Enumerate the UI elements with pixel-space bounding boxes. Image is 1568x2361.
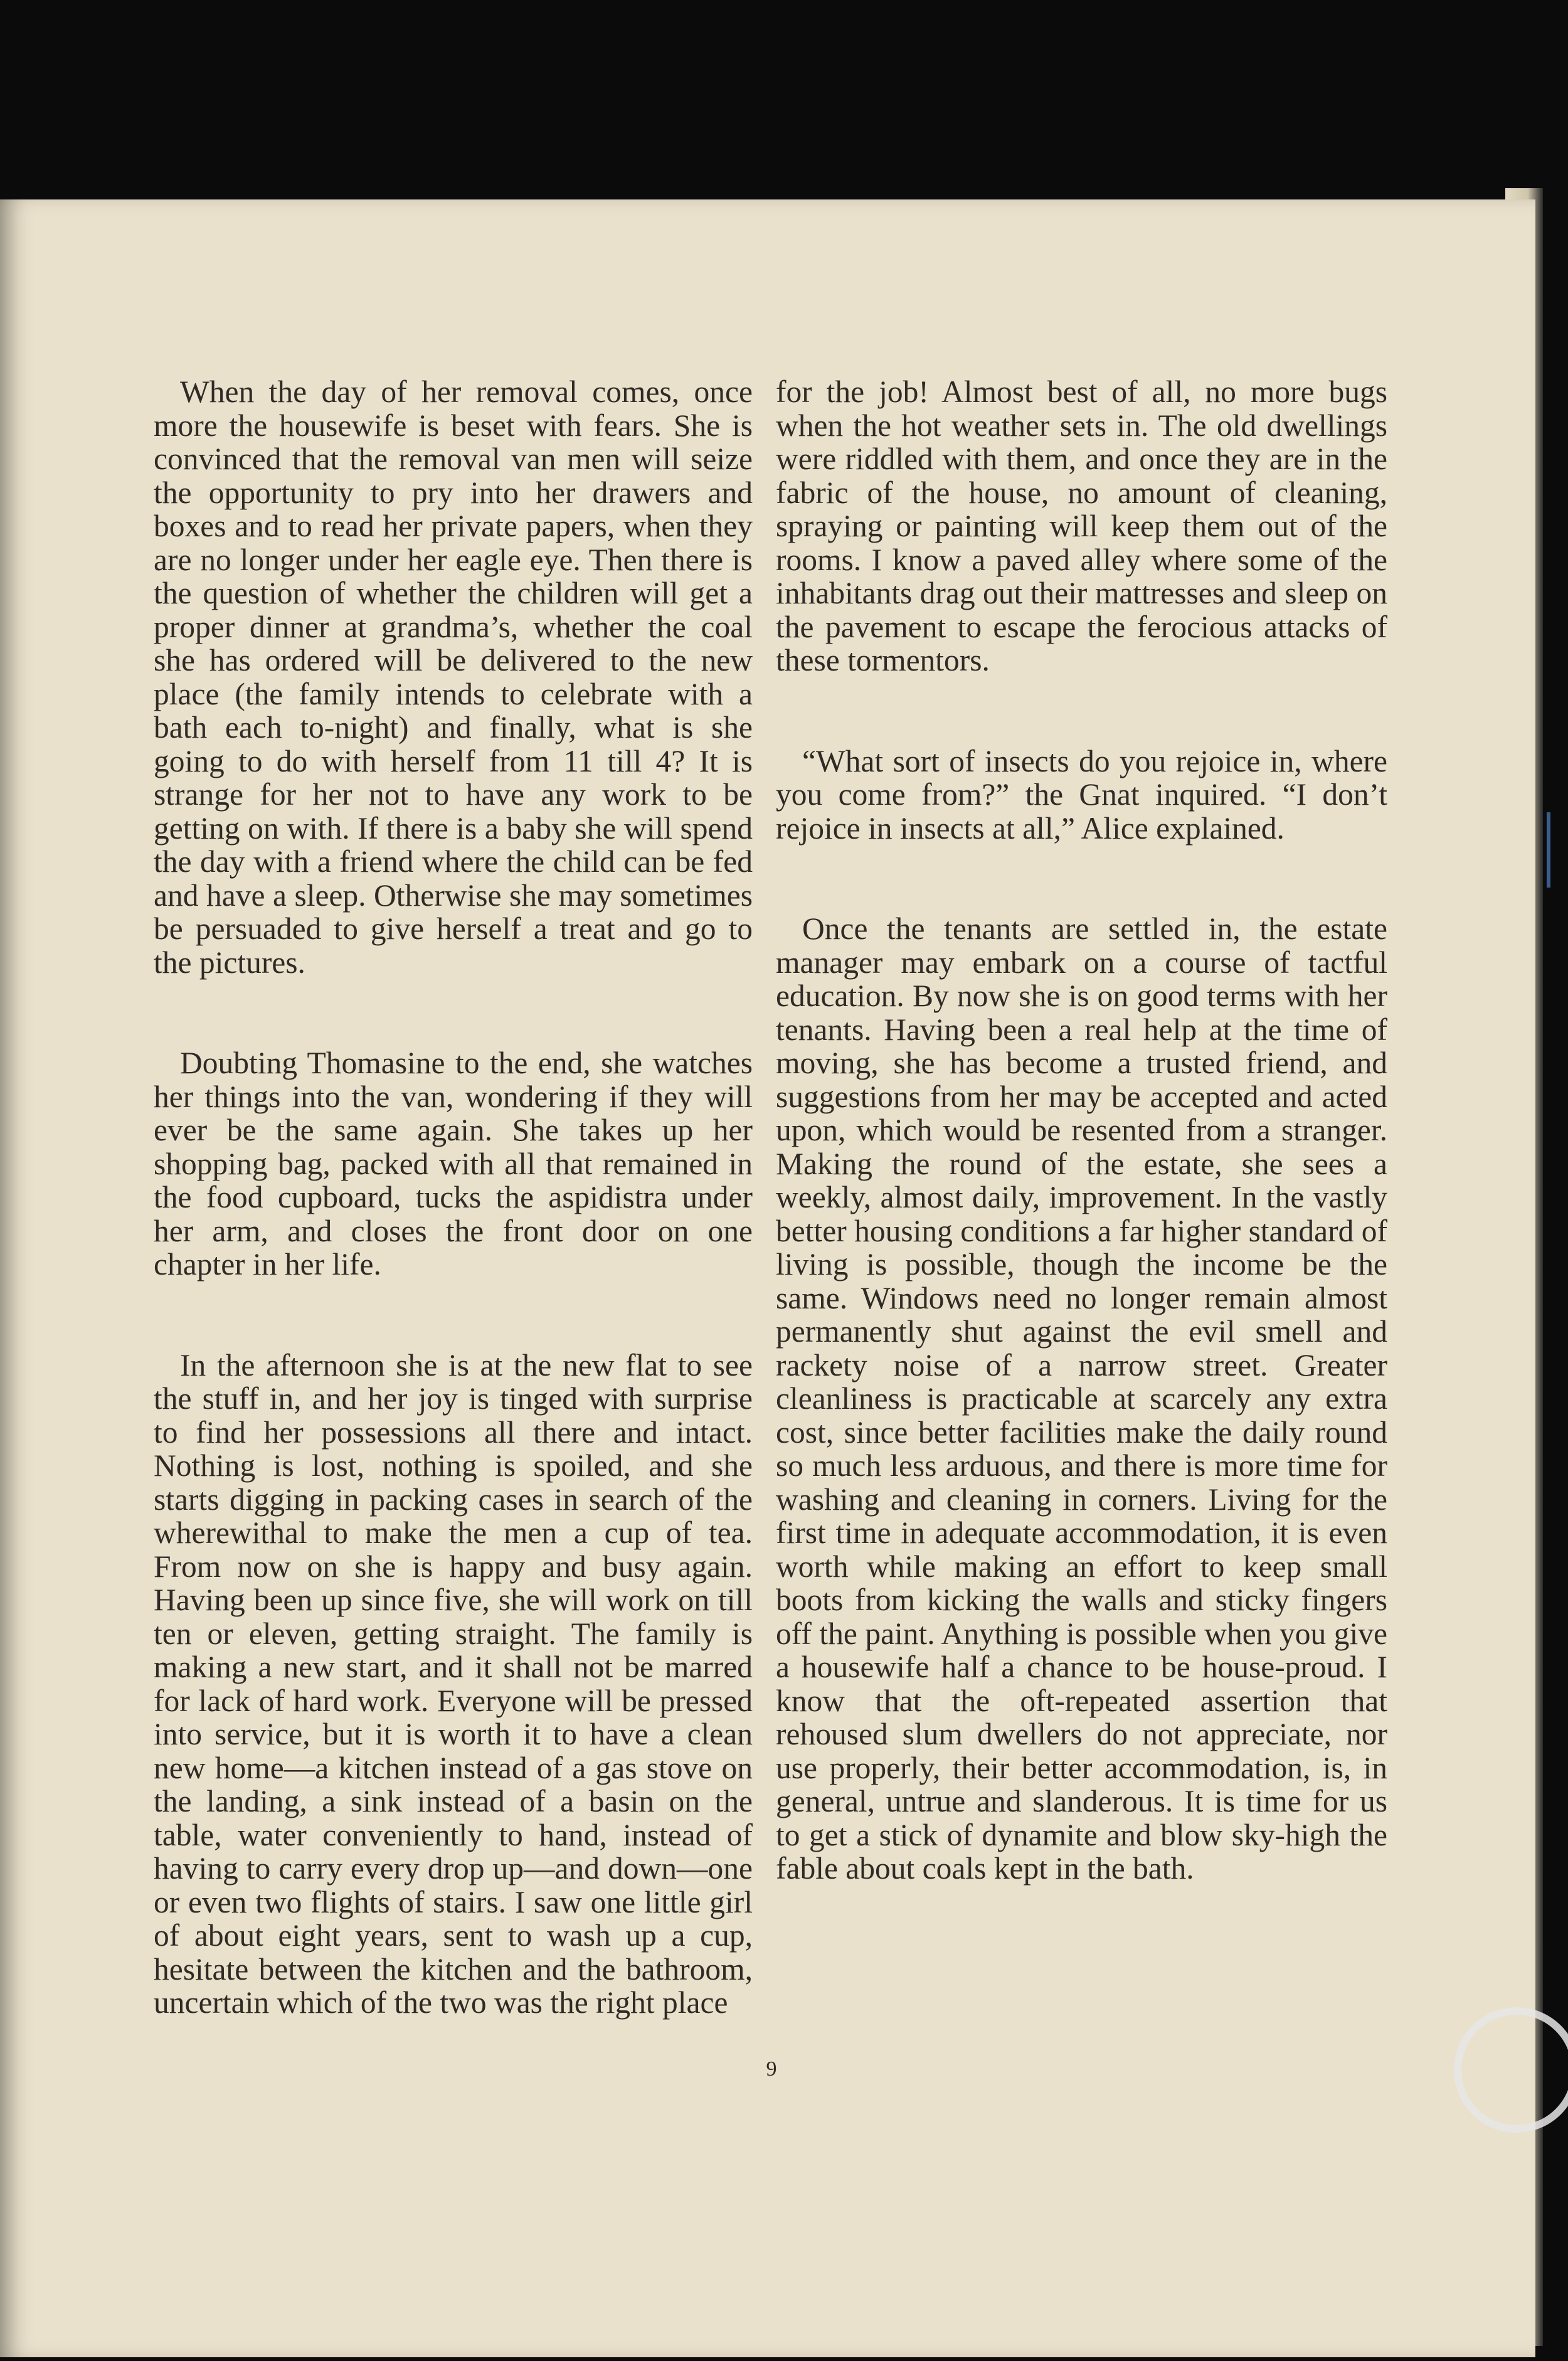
page-number: 9 [766, 2057, 777, 2081]
left-column [154, 375, 753, 2020]
quotation: “What sort of insects do you rejoice in, where you come from?” the Gnat inquired. “I don’t rejoice in insects at all,” Alice explained. [776, 743, 1387, 846]
paragraph: When the day of her removal comes, once more the housewife is beset with fears. She is convinced that the removal van men will seize the opportunity to pry into her drawers and boxes and to read her private papers, when they are no longer under her eagle eye. Then there is the question of whether the children will get a proper dinner at grandma’s, whether the coal she has ordered will be delivered to the new place (the family intends to celebrate with a bath each to-night) and finally, what is she going to do with herself from 11 till 4? It is strange for her not to have any work to be getting on with. If there is a baby she will spend the day with a friend where the child can be fed and have a sleep. Otherwise she may sometimes be persuaded to give herself a treat and go to the pictures. [154, 374, 753, 980]
paragraph: Doubting Thomasine to the end, she watches her things into the van, wondering if they will ever be the same again. She takes up her shopping bag, packed with all that remained in the food cupboard, tucks the aspidistra under her arm, and closes the front door on one chapter in her life. [154, 1046, 753, 1281]
paragraph: Once the tenants are settled in, the estate manager may embark on a course of tactful education. By now she is on good terms with her tenants. Having been a real help at the time of moving, she has become a trusted friend, and suggestions from her may be accepted and acted upon, which would be resented from a stranger. Making the round of the estate, she sees a weekly, almost daily, improvement. In the vastly better housing conditions a far higher standard of living is possible, though the income be the same. Windows need no longer remain almost permanently shut against the evil smell and rackety noise of a narrow street. Greater cleanliness is practicable at scarcely any extra cost, since better facilities make the daily round so much less arduous, and there is more time for washing and cleaning in corners. Living for the first time in adequate accommodation, it is even worth while making an effort to keep small boots from kicking the walls and sticky fingers off the paint. Anything is possible when you give a housewife half a chance to be house-proud. I know that the oft-repeated assertion that rehoused slum dwellers do not appreciate, nor use properly, their better accommodation, is, in general, untrue and slanderous. It is time for us to get a stick of dynamite and blow sky-high the fable about coals kept in the bath. [776, 911, 1387, 1886]
paragraph: for the job! Almost best of all, no more bugs when the hot weather sets in. The old dwellings were riddled with them, and once they are in the fabric of the house, no amount of cleaning, spraying or painting will keep them out of the rooms. I know a paved alley where some of the inhabitants drag out their mattresses and sleep on the pavement to escape the ferocious attacks of these tormentors. [776, 374, 1387, 677]
paragraph: In the afternoon she is at the new flat to see the stuff in, and her joy is tinged with surprise to find her possessions all there and intact. Nothing is lost, nothing is spoiled, and she starts digging in packing cases in search of the wherewithal to make the men a cup of tea. From now on she is happy and busy again. Having been up since five, she will work on till ten or eleven, getting straight. The family is making a new start, and it shall not be marred for lack of hard work. Everyone will be pressed into service, but it is worth it to have a clean new home—a kitchen instead of a gas stove on the landing, a sink instead of a basin on the table, water conveniently to hand, instead of having to carry every drop up—and down—one or even two flights of stairs. I saw one little girl of about eight years, sent to wash up a cup, hesitate between the kitchen and the bathroom, uncertain which of the two was the right place [154, 1347, 753, 2020]
right-column [776, 375, 1387, 1886]
page-tab [1547, 812, 1550, 888]
